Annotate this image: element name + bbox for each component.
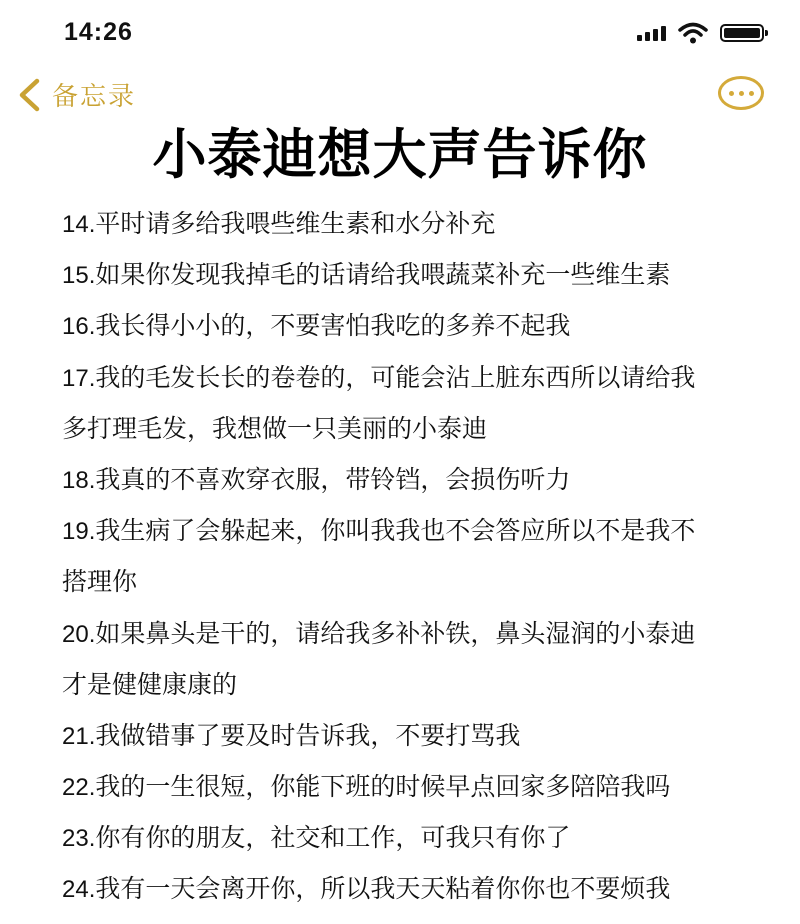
dot [749, 91, 754, 96]
line-number: 24. [62, 876, 96, 904]
line-text: 搭理你 [62, 567, 138, 597]
dot [729, 91, 734, 96]
line-text: 如果鼻头是干的，请给我多补补铁，鼻头湿润的小泰迪 [95, 618, 696, 648]
more-button[interactable] [718, 76, 764, 110]
status-time: 14:26 [64, 18, 133, 46]
line-number: 18. [62, 466, 96, 494]
line-number: 20. [62, 620, 96, 648]
status-bar [0, 0, 800, 62]
note-line [62, 352, 762, 403]
line-text: 我真的不喜欢穿衣服，带铃铛，会损伤听力 [95, 464, 571, 494]
line-text: 我的毛发长长的卷卷的，可能会沾上脏东西所以请给我 [95, 362, 696, 392]
wifi-icon [678, 22, 708, 44]
line-text: 才是健健康康的 [62, 669, 238, 699]
line-text: 我做错事了要及时告诉我，不要打骂我 [95, 720, 521, 750]
note-line [62, 659, 762, 710]
line-text: 平时请多给我喂些维生素和水分补充 [95, 209, 496, 238]
back-label: 备忘录 [52, 82, 137, 112]
note-line [62, 198, 762, 249]
line-text: 如果你发现我掉毛的话请给我喂蔬菜补充一些维生素 [95, 260, 671, 290]
note-line [62, 863, 762, 914]
line-number: 23. [62, 825, 96, 853]
page-title: 小泰迪想大声告诉你 [152, 123, 648, 186]
note-line [62, 454, 762, 505]
note-line [62, 249, 762, 300]
status-icons [637, 22, 764, 44]
note-line [62, 505, 762, 556]
note-line [62, 812, 762, 863]
line-number: 17. [62, 364, 96, 392]
note-line [62, 710, 762, 761]
dot [739, 91, 744, 96]
line-text: 我有一天会离开你，所以我天天粘着你你也不要烦我 [95, 874, 671, 904]
cellular-signal-icon [637, 26, 666, 41]
line-text: 我长得小小的，不要害怕我吃的多养不起我 [95, 311, 571, 341]
note-line [62, 403, 762, 454]
line-number: 19. [62, 518, 96, 546]
line-number: 16. [62, 313, 96, 341]
line-number: 15. [62, 262, 96, 290]
chevron-left-icon [16, 78, 42, 112]
note-line [62, 608, 762, 659]
line-text: 我的一生很短，你能下班的时候早点回家多陪陪我吗 [95, 772, 671, 802]
note-line [62, 761, 762, 812]
line-number: 14. [62, 211, 96, 238]
note-line [62, 556, 762, 607]
back-button[interactable] [16, 76, 136, 113]
line-number: 22. [62, 774, 96, 802]
battery-icon [720, 24, 764, 42]
line-text: 多打理毛发，我想做一只美丽的小泰迪 [62, 413, 488, 443]
line-text: 你有你的朋友，社交和工作，可我只有你了 [95, 823, 571, 853]
note-body [62, 198, 762, 915]
line-text: 我生病了会躲起来，你叫我我也不会答应所以不是我不 [95, 516, 696, 546]
note-line [62, 300, 762, 351]
line-number: 21. [62, 722, 96, 750]
